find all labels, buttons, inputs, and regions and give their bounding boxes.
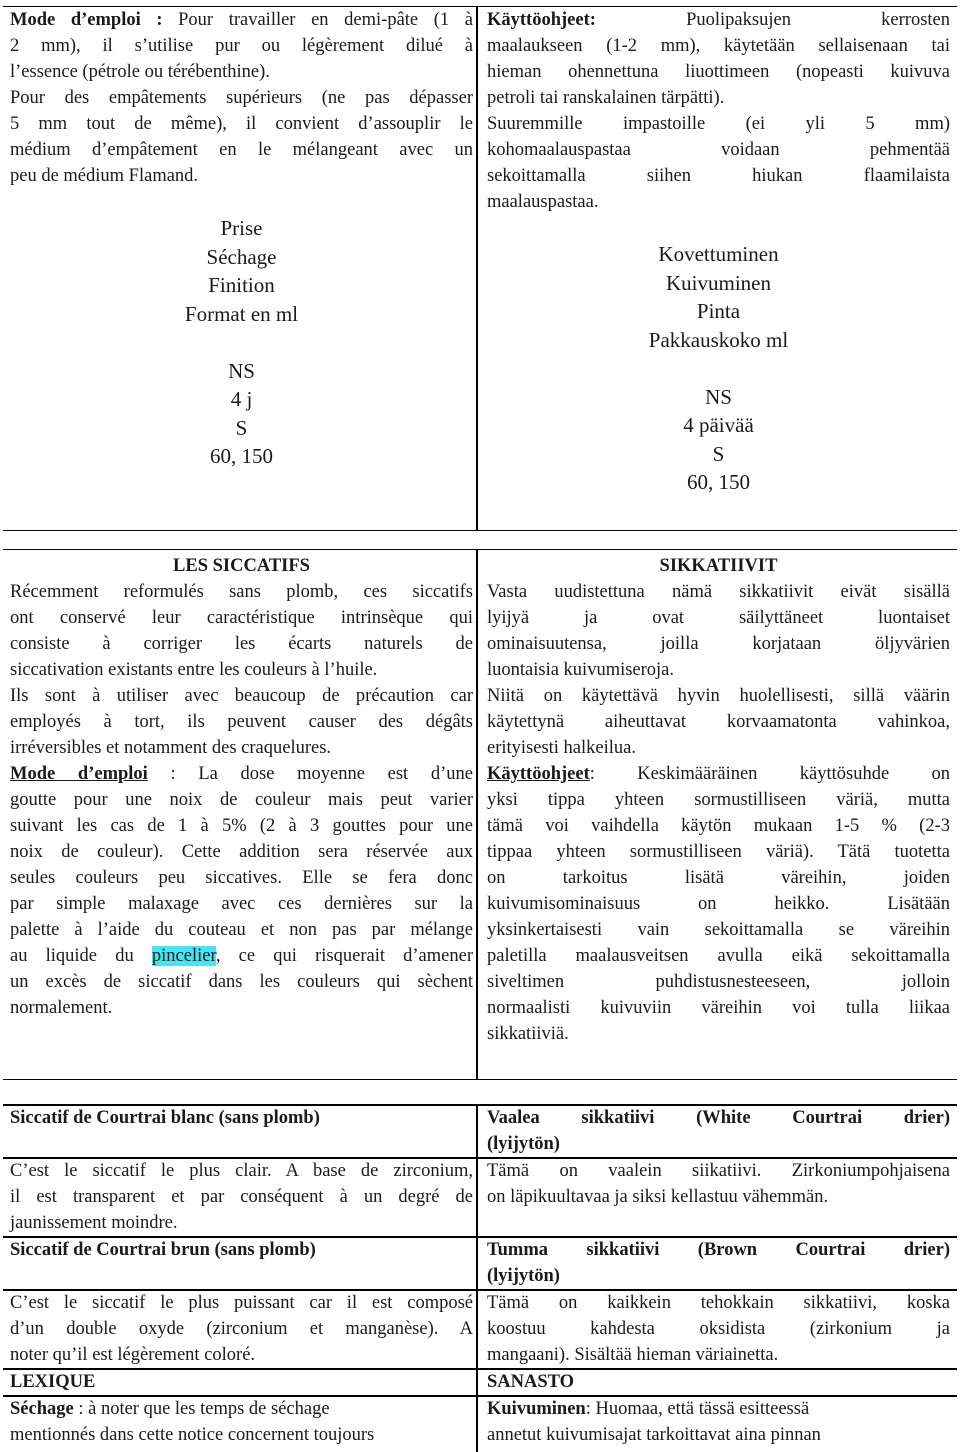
sechage-entry-fr: Séchage : à noter que les temps de séchage mentionnés dans cette notice concernent toujours xyxy=(10,1399,375,1445)
brown-drier-title-fr: Siccatif de Courtrai brun (sans plomb) xyxy=(10,1240,316,1260)
sikkatiivit-heading: SIKKATIIVIT xyxy=(659,556,778,576)
kayttoohjeet-label: Käyttöohjeet xyxy=(487,764,590,784)
mode-emploi-label: Mode d’emploi : xyxy=(10,10,163,30)
brown-drier-desc-fi: Tämä on kaikkein tehokkain sikkatiivi, koska koostuu kahdesta oksidista (zirkonium ja mangaani). Sisältää hieman väriainetta. xyxy=(487,1293,950,1365)
highlighted-word: pincelier xyxy=(151,946,216,966)
spec-label: Pinta xyxy=(696,299,741,323)
spec-label: Pakkauskoko ml xyxy=(648,327,789,352)
spec-value: 60, 150 xyxy=(210,444,273,468)
siccatifs-fi: SIKKATIIVIT Vasta uudistettuna nämä sikkatiivit eivät sisällä lyijyä ja ovat säilyttäneet luontaiset ominaisuutensa, joilla korjataan öljyvärien luontaisia kuivumiseroja. Niitä on käytettävä hyvin huolellisesti, sillä väärin käytettynä aiheuttavat korvaamatonta vahinkoa, erityisesti halkeilua. Käyttöohjeet: Keskimääräinen käyttösuhde on yksi tippa yhteen sormustilliseen väriä, mutta tämä voi vaihdella käytön mukaan 1-5 % (2-3 tippaa yhteen sormustilliseen väriä). Tätä tuotetta on tarkoitus lisätä väreihin, joiden kuivumisominaisuus on heikko. Lisätään yksinkertaisesti vain sekoittamalla se väreihin paletilla maalausveitsen avulla eikä sekoittamalla siveltimen puhdistusnesteeseen, jolloin normaalisti kuivuviin väreihin voi tulla liikaa sikkatiiviä. xyxy=(487,556,950,1044)
kuivuminen-term: Kuivuminen xyxy=(487,1399,586,1419)
white-drier-title-fi: Vaalea sikkatiivi (White Courtrai drier) (lyijytön) xyxy=(487,1108,950,1154)
spec-value: 4 j xyxy=(230,387,253,411)
spec-label: Séchage xyxy=(206,244,277,269)
spec-value: NS xyxy=(228,358,255,383)
mode-emploi-label: Mode d’emploi xyxy=(10,764,148,784)
spec-value: 60, 150 xyxy=(687,470,750,494)
section-divider xyxy=(476,1104,478,1452)
spec-block-fi xyxy=(487,240,950,497)
spec-label: Kuivuminen xyxy=(666,270,771,295)
mode-emploi-fr: Mode d’emploi : Pour travailler en demi-pâte (1 à 2 mm), il s’utilise pur ou légèrement dilué à l’essence (pétrole ou térébenthine). Pour des empâtements supérieurs (ne pas dépasser 5 mm tout de même), il convient d’assouplir le médium d’empâtement en le mélangeant avec un peu de médium Flamand. xyxy=(10,10,474,186)
spec-label: Prise xyxy=(220,216,263,240)
spec-label: Kovettuminen xyxy=(658,242,779,266)
spec-value: NS xyxy=(705,384,732,409)
mode-emploi-fi: Käyttöohjeet: Puolipaksujen kerrosten maalaukseen (1-2 mm), käytetään sellaisenaan tai hieman ohennettuna liuottimeen (nopeasti kuivuva petroli tai ranskalainen tärpätti). Suuremmille impastoille (ei yli 5 mm) kohomaalauspastaa voidaan pehmentää sekoittamalla siihen hiukan flaamilaista maalauspastaa. xyxy=(487,10,950,212)
spec-value: 4 päivää xyxy=(683,413,754,437)
spec-label: Format en ml xyxy=(184,301,299,326)
siccatifs-heading: LES SICCATIFS xyxy=(173,556,310,576)
spec-value: S xyxy=(235,415,248,440)
spec-label: Finition xyxy=(208,273,275,297)
kayttoohjeet-label: Käyttöohjeet: xyxy=(487,10,596,30)
lexique-heading: LEXIQUE xyxy=(10,1372,96,1392)
white-drier-title-fr: Siccatif de Courtrai blanc (sans plomb) xyxy=(10,1108,320,1128)
siccatifs-fr: LES SICCATIFS Récemment reformulés sans plomb, ces siccatifs ont conservé leur caractéristique intrinsèque qui consiste à corriger les écarts naturels de siccativation existants entre les couleurs à l’huile. Ils sont à utiliser avec beaucoup de précaution car employés à tort, ils peuvent causer des dégâts irréversibles et notamment des craquelures. Mode d’emploi : La dose moyenne est d’une goutte pour une noix de couleur mais peut varier suivant les cas de 1 à 5% (2 à 3 gouttes pour une noix de couleur). Cette addition sera réservée aux seules couleurs peu siccatives. Elle se fera donc par simple malaxage avec ces dernières sur la palette à l’aide du couteau et non pas par mélange au liquide du pincelier, ce qui risquerait d’amener un excès de siccatif dans les couleurs qui sèchent normalement. xyxy=(10,556,473,1018)
sechage-term: Séchage xyxy=(10,1399,74,1419)
brown-drier-title-fi: Tumma sikkatiivi (Brown Courtrai drier) (lyijytön) xyxy=(487,1240,950,1286)
white-drier-desc-fi: Tämä on vaalein siikatiivi. Zirkoniumpohjaisena on läpikuultavaa ja siksi kellastuu vähemmän. xyxy=(487,1161,950,1207)
brown-drier-desc-fr: C’est le siccatif le plus puissant car il est composé d’un double oxyde (zirconium et manganèse). A noter qu’il est légèrement coloré. xyxy=(10,1293,473,1365)
kuivuminen-entry-fi: Kuivuminen: Huomaa, että tässä esitteessä annetut kuivumisajat tarkoittavat aina pinnan xyxy=(487,1399,821,1445)
white-drier-desc-fr: C’est le siccatif le plus clair. A base de zirconium, il est transparent et par conséquent à un degré de jaunissement moindre. xyxy=(10,1161,473,1233)
spec-block-fr xyxy=(10,214,473,471)
section-divider xyxy=(476,549,478,1080)
sanasto-heading: SANASTO xyxy=(487,1372,575,1392)
spec-value: S xyxy=(712,441,725,466)
section-divider xyxy=(476,6,478,531)
